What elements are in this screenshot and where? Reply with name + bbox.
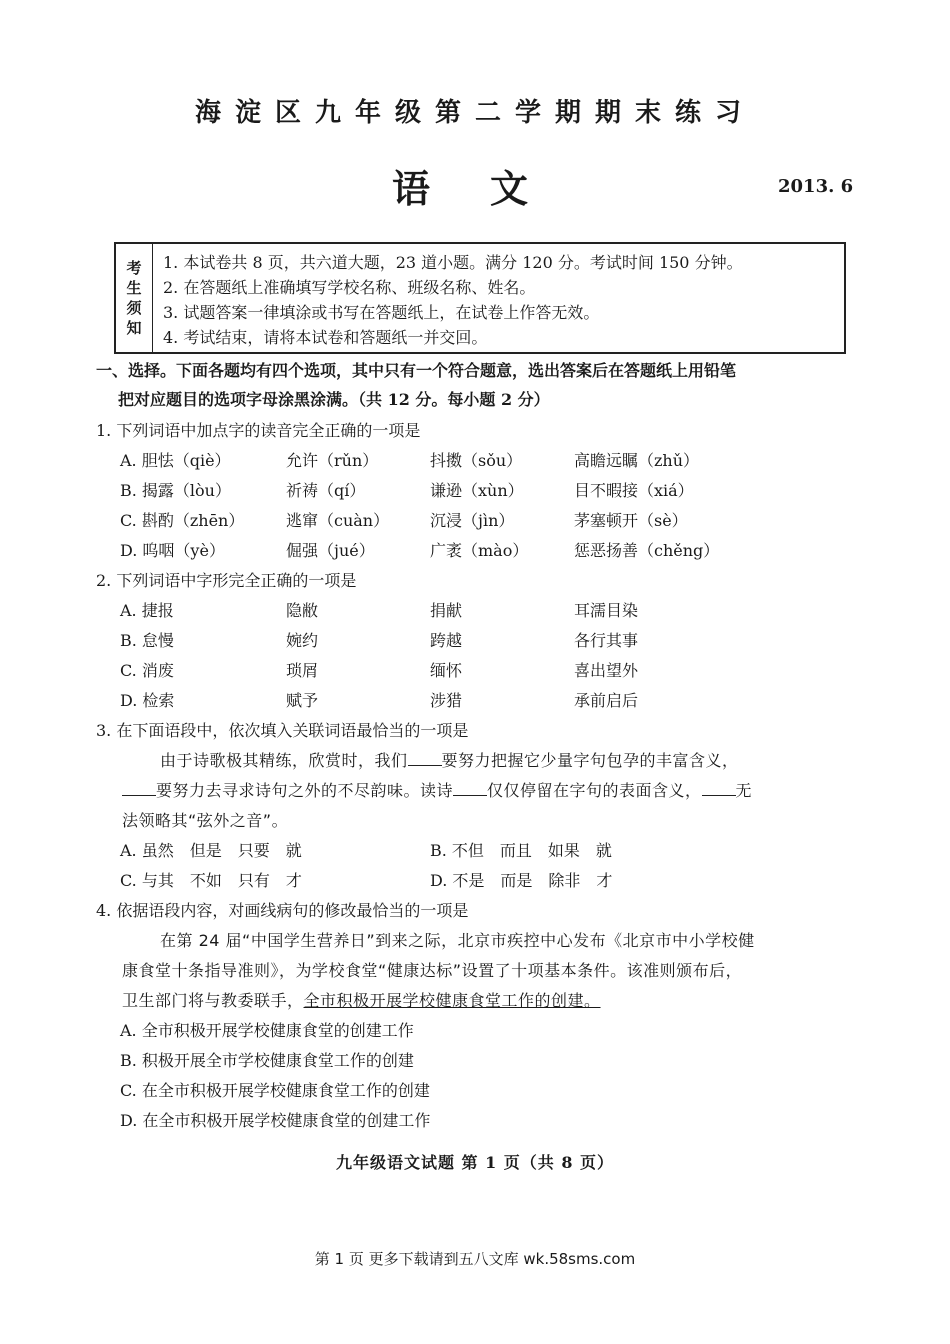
q2-stem: 2. 下列词语中字形完全正确的一项是 — [96, 571, 357, 590]
notice-item: 2. 在答题纸上准确填写学校名称、班级名称、姓名。 — [163, 278, 536, 297]
exam-date: 2013. 6 — [778, 176, 854, 197]
q2-option: 婉约 — [286, 631, 319, 650]
q3-stem: 3. 在下面语段中，依次填入关联词语最恰当的一项是 — [96, 721, 469, 740]
q2-option: 跨越 — [430, 631, 463, 650]
notice-label-char: 考 — [126, 259, 142, 277]
notice-label — [116, 244, 153, 352]
q4-passage-line: 在第 24 届“中国学生营养日”到来之际，北京市疾控中心发布《北京市中小学校健 — [160, 931, 755, 950]
q1-option: D. 呜咽（yè） — [120, 541, 225, 560]
q1-option: 高瞻远瞩（zhǔ） — [574, 451, 700, 470]
q2-option: 承前启后 — [574, 691, 639, 710]
q1-option: 允许（rǔn） — [286, 451, 379, 470]
q4-option: A. 全市积极开展学校健康食堂的创建工作 — [120, 1021, 414, 1040]
notice-item: 4. 考试结束，请将本试卷和答题纸一并交回。 — [163, 328, 488, 347]
answer-blank — [408, 751, 442, 766]
q3-text: 要努力把握它少量字句包孕的丰富含义， — [441, 751, 739, 770]
q2-option: 琐屑 — [286, 661, 319, 680]
q1-option: 倔强（jué） — [286, 541, 375, 560]
q1-option: 抖擞（sǒu） — [430, 451, 523, 470]
q2-option: 各行其事 — [574, 631, 639, 650]
q1-stem: 1. 下列词语中加点字的读音完全正确的一项是 — [96, 421, 421, 440]
q4-option: D. 在全市积极开展学校健康食堂的创建工作 — [120, 1111, 431, 1130]
q4-passage — [122, 926, 846, 1016]
q2-option: D. 检索 — [120, 691, 175, 710]
q3-text: 无 — [735, 781, 753, 800]
q4-stem: 4. 依据语段内容，对画线病句的修改最恰当的一项是 — [96, 901, 469, 920]
q2-option: 喜出望外 — [574, 661, 639, 680]
q1-option: C. 斟酌（zhēn） — [120, 511, 245, 530]
subject-title: 语文 — [392, 166, 589, 211]
q3-passage-line: 法领略其“弦外之音”。 — [122, 811, 289, 830]
q3-option: B. 不但 而且 如果 就 — [430, 841, 612, 860]
section-1-line: 把对应题目的选项字母涂黑涂满。（共 12 分。每小题 2 分） — [118, 390, 550, 409]
exam-title: 海淀区九年级第二学期期末练习 — [194, 98, 755, 128]
notice-item: 1. 本试卷共 8 页，共六道大题，23 道小题。满分 120 分。考试时间 150 分钟。 — [163, 253, 743, 272]
q2-option: 隐敝 — [286, 601, 319, 620]
q2-option: 捐献 — [430, 601, 463, 620]
q2-option: 涉猎 — [430, 691, 463, 710]
q1-option: 目不暇接（xiá） — [574, 481, 694, 500]
q2-option: 赋予 — [286, 691, 319, 710]
q4-option: B. 积极开展全市学校健康食堂工作的创建 — [120, 1051, 414, 1070]
q1-option: 惩恶扬善（chěng） — [574, 541, 720, 560]
notice-label-char: 知 — [126, 319, 142, 337]
q4-text: 卫生部门将与教委联手， — [122, 991, 304, 1010]
q2-option: A. 捷报 — [120, 601, 174, 620]
notice-item: 3. 试题答案一律填涂或书写在答题纸上，在试卷上作答无效。 — [163, 303, 600, 322]
q1-option: 逃窜（cuàn） — [286, 511, 390, 530]
q1-option: 广袤（mào） — [430, 541, 529, 560]
exam-notice-box — [114, 242, 846, 354]
q3-passage — [122, 746, 846, 836]
answer-blank — [702, 781, 736, 796]
q2-option: C. 消废 — [120, 661, 174, 680]
q4-option: C. 在全市积极开展学校健康食堂工作的创建 — [120, 1081, 430, 1100]
q3-passage-line — [122, 776, 846, 806]
q2-option: 耳濡目染 — [574, 601, 639, 620]
q1-option: B. 揭露（lòu） — [120, 481, 231, 500]
q1-option: 茅塞顿开（sè） — [574, 511, 688, 530]
section-1-line: 一、选择。下面各题均有四个选项，其中只有一个符合题意，选出答案后在答题纸上用铅笔 — [96, 361, 737, 380]
page-footer: 九年级语文试题 第 1 页（共 8 页） — [335, 1153, 615, 1172]
q3-text: 仅仅停留在字句的表面含义， — [487, 781, 702, 800]
q3-option: C. 与其 不如 只有 才 — [120, 871, 302, 890]
q3-text: 由于诗歌极其精练，欣赏时，我们 — [160, 751, 408, 770]
q1-option: 祈祷（qí） — [286, 481, 366, 500]
q2-option: B. 怠慢 — [120, 631, 174, 650]
q4-passage-line — [122, 986, 846, 1016]
q1-option: A. 胆怯（qiè） — [120, 451, 231, 470]
q3-text: 要努力去寻求诗句之外的不尽韵味。读诗 — [156, 781, 454, 800]
q1-option: 沉浸（jìn） — [430, 511, 515, 530]
download-credit: 第 1 页 更多下载请到五八文库 wk.58sms.com — [314, 1250, 636, 1268]
q3-option: D. 不是 而是 除非 才 — [430, 871, 613, 890]
answer-blank — [453, 781, 487, 796]
notice-label-char: 生 — [126, 279, 142, 297]
q2-option: 缅怀 — [430, 661, 463, 680]
q4-underlined-sentence: 全市积极开展学校健康食堂工作的创建。 — [303, 991, 601, 1010]
section-1-heading — [96, 356, 856, 414]
q3-passage-line — [122, 746, 846, 776]
q3-option: A. 虽然 但是 只要 就 — [120, 841, 302, 860]
notice-label-char: 须 — [126, 299, 142, 317]
q4-passage-line: 康食堂十条指导准则》，为学校食堂“健康达标”设置了十项基本条件。该准则颁布后， — [122, 961, 743, 980]
notice-items — [153, 244, 743, 352]
answer-blank — [122, 781, 156, 796]
q1-option: 谦逊（xùn） — [430, 481, 524, 500]
